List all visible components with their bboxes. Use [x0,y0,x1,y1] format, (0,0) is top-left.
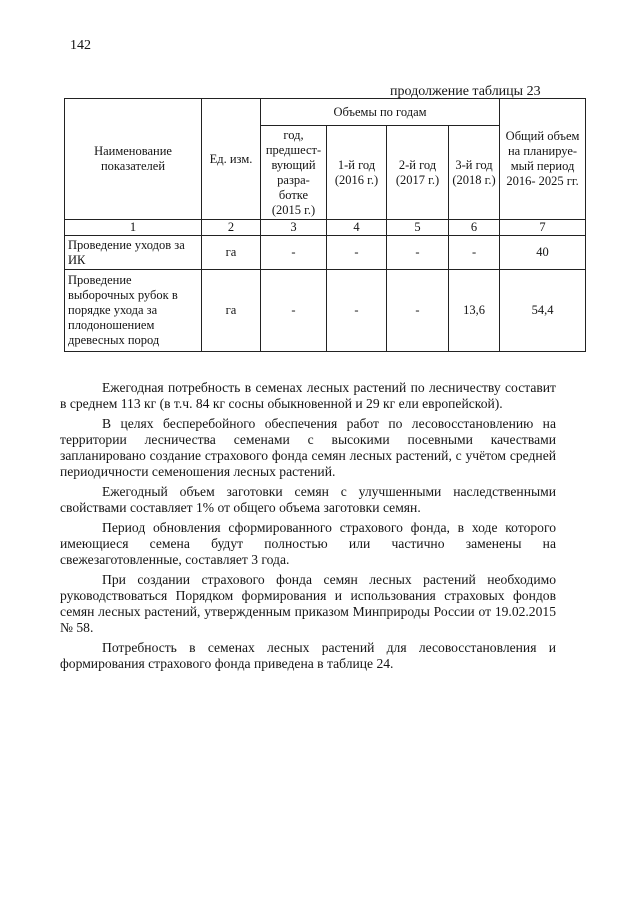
row-y2: - [387,236,449,270]
row-unit: га [202,236,261,270]
row-y3: 13,6 [449,270,500,352]
table-row [65,270,586,352]
column-number: 5 [387,220,449,236]
paragraph: Потребность в семенах лесных растений для лесовосстановления и формирования страхового фонда приведена в таблице 24. [60,640,556,671]
header-col-y3: 3-й год (2018 г.) [449,126,500,220]
header-unit: Ед. изм. [202,99,261,220]
body-text [60,380,556,676]
row-name: Проведение уходов за ИК [65,236,202,270]
paragraph: Ежегодный объем заготовки семян с улучшенными наследственными свойствами составляет 1% от общего объема заготовки семян. [60,484,556,515]
column-number: 4 [327,220,387,236]
data-table [64,98,586,352]
column-number: 1 [65,220,202,236]
row-total: 40 [500,236,586,270]
row-y1: - [327,270,387,352]
column-number: 3 [261,220,327,236]
table-caption: продолжение таблицы 23 [390,84,541,99]
paragraph: Период обновления сформированного страхового фонда, в ходе которого имеющиеся семена будут полностью или частично заменены на свежезаготовленные, составляет 3 года. [60,520,556,567]
row-prev: - [261,236,327,270]
row-y1: - [327,236,387,270]
row-y3: - [449,236,500,270]
header-col-y2: 2-й год (2017 г.) [387,126,449,220]
header-col-y1: 1-й год (2016 г.) [327,126,387,220]
paragraph: В целях бесперебойного обеспечения работ по лесовосстановлению на территории лесничества семенами с высокими посевными качествами запланировано создание страхового фонда семян лесных растений, с учётом средней периодичности семеношения лесных растений. [60,416,556,479]
row-total: 54,4 [500,270,586,352]
header-name: Наименование показателей [65,99,202,220]
page-number: 142 [70,38,91,53]
column-number: 7 [500,220,586,236]
row-prev: - [261,270,327,352]
paragraph: Ежегодная потребность в семенах лесных растений по лесничеству составит в среднем 113 кг (в т.ч. 84 кг сосны обыкновенной и 29 кг ели европейской). [60,380,556,411]
column-number-row [65,220,586,236]
paragraph: При создании страхового фонда семян лесных растений необходимо руководствоваться Порядком формирования и использования страховых фондов семян лесных растений, утвержденным приказом Минприроды России от 19.02.2015 № 58. [60,572,556,635]
column-number: 2 [202,220,261,236]
column-number: 6 [449,220,500,236]
table-row [65,236,586,270]
row-name: Проведение выборочных рубок в порядке ухода за плодоношением древесных пород [65,270,202,352]
header-volumes-group: Объемы по годам [261,99,500,126]
header-col-prev: год, предшест- вующий разра- ботке (2015 г.) [261,126,327,220]
header-total: Общий объем на планируе- мый период 2016- 2025 гг. [500,99,586,220]
row-unit: га [202,270,261,352]
row-y2: - [387,270,449,352]
